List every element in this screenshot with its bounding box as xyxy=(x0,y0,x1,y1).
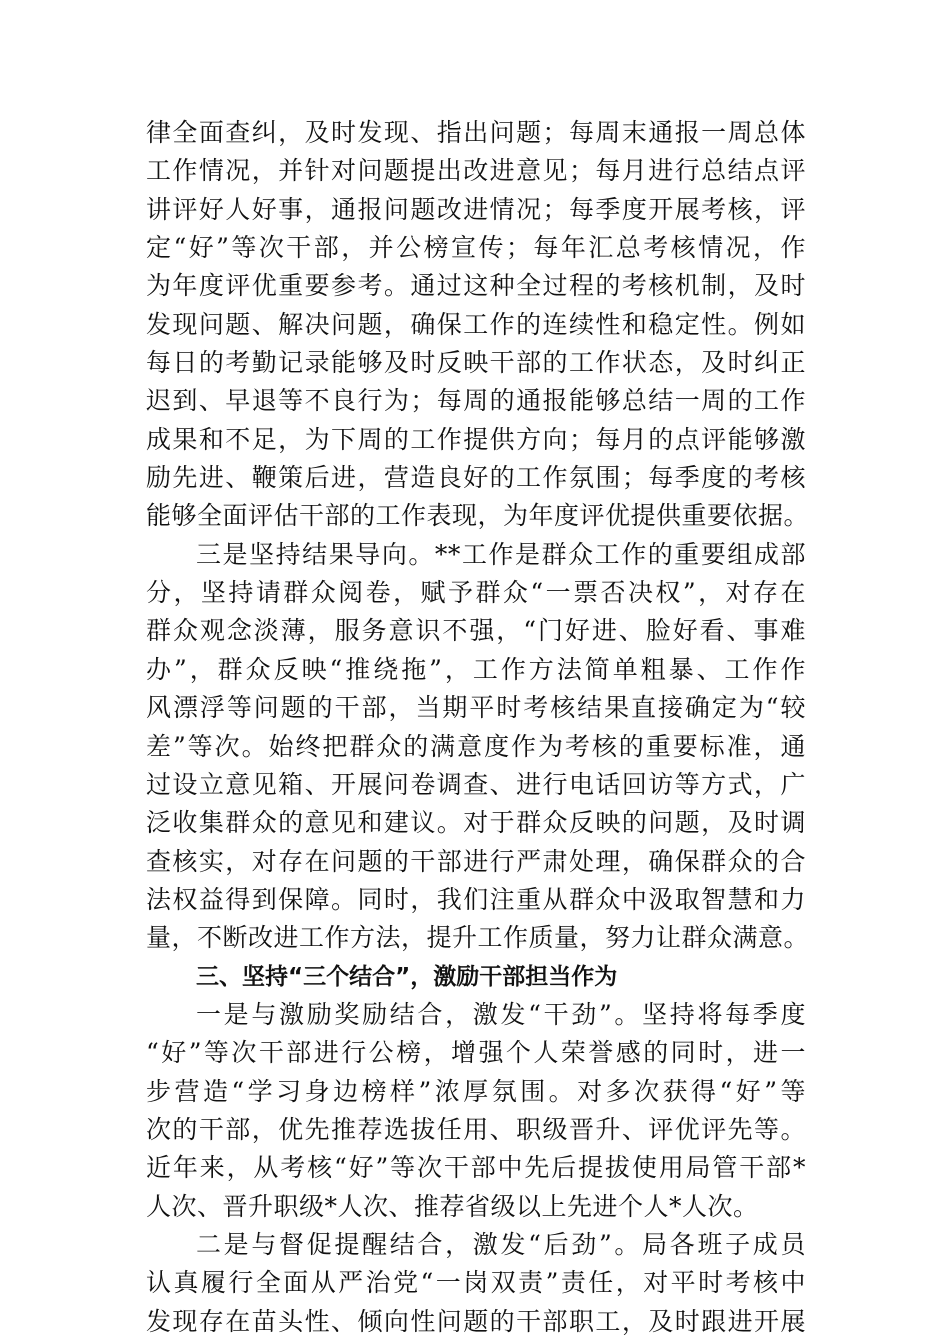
paragraph-2-line: 量，不断改进工作方法，提升工作质量，努力让群众满意。 xyxy=(146,923,810,953)
paragraph-3-line: 步营造“学习身边榜样”浓厚氛围。对多次获得“好”等 xyxy=(146,1076,806,1106)
paragraph-1-line: 能够全面评估干部的工作表现，为年度评优提供重要依据。 xyxy=(146,501,810,531)
paragraph-2-line: 差”等次。始终把群众的满意度作为考核的重要标准，通 xyxy=(146,731,806,761)
paragraph-1-line: 讲评好人好事，通报问题改进情况；每季度开展考核，评 xyxy=(146,194,806,224)
paragraph-3-line: 一是与激励奖励结合，激发“干劲”。坚持将每季度 xyxy=(196,999,806,1029)
paragraph-2-line: 三是坚持结果导向。**工作是群众工作的重要组成部 xyxy=(196,539,806,569)
paragraph-2-line: 查核实，对存在问题的干部进行严肃处理，确保群众的合 xyxy=(146,846,806,876)
paragraph-4-line: 发现存在苗头性、倾向性问题的干部职工，及时跟进开展 xyxy=(146,1306,806,1336)
paragraph-4-line: 二是与督促提醒结合，激发“后劲”。局各班子成员 xyxy=(196,1229,806,1259)
paragraph-2-line: 法权益得到保障。同时，我们注重从群众中汲取智慧和力 xyxy=(146,884,806,914)
paragraph-1-line: 为年度评优重要参考。通过这种全过程的考核机制，及时 xyxy=(146,271,806,301)
paragraph-1-line: 定“好”等次干部，并公榜宣传；每年汇总考核情况，作 xyxy=(146,233,806,263)
paragraph-1-line: 发现问题、解决问题，确保工作的连续性和稳定性。例如 xyxy=(146,309,806,339)
paragraph-1-line: 工作情况，并针对问题提出改进意见；每月进行总结点评 xyxy=(146,156,806,186)
paragraph-4-line: 认真履行全面从严治党“一岗双责”责任，对平时考核中 xyxy=(146,1268,806,1298)
paragraph-3-line: 次的干部，优先推荐选拔任用、职级晋升、评优评先等。 xyxy=(146,1114,806,1144)
section-heading: 三、坚持“三个结合”，激励干部担当作为 xyxy=(196,963,618,990)
document-body xyxy=(146,114,810,1341)
paragraph-1-line: 迟到、早退等不良行为；每周的通报能够总结一周的工作 xyxy=(146,386,806,416)
paragraph-2-line: 风漂浮等问题的干部，当期平时考核结果直接确定为“较 xyxy=(146,693,806,723)
paragraph-2-line: 过设立意见箱、开展问卷调查、进行电话回访等方式，广 xyxy=(146,769,806,799)
paragraph-1-line: 律全面查纠，及时发现、指出问题；每周末通报一周总体 xyxy=(146,118,806,147)
paragraph-1-line: 励先进、鞭策后进，营造良好的工作氛围；每季度的考核 xyxy=(146,463,806,493)
paragraph-2-line: 办”，群众反映“推绕拖”，工作方法简单粗暴、工作作 xyxy=(146,654,806,684)
paragraph-3-line: 人次、晋升职级*人次、推荐省级以上先进个人*人次。 xyxy=(146,1191,759,1221)
paragraph-3-line: “好”等次干部进行公榜，增强个人荣誉感的同时，进一 xyxy=(146,1038,806,1068)
paragraph-2-line: 群众观念淡薄，服务意识不强，“门好进、脸好看、事难 xyxy=(146,616,806,646)
paragraph-1-line: 成果和不足，为下周的工作提供方向；每月的点评能够激 xyxy=(146,424,806,454)
paragraph-2-line: 分，坚持请群众阅卷，赋予群众“一票否决权”，对存在 xyxy=(146,578,806,608)
paragraph-2-line: 泛收集群众的意见和建议。对于群众反映的问题，及时调 xyxy=(146,808,806,838)
paragraph-3-line: 近年来，从考核“好”等次干部中先后提拔使用局管干部* xyxy=(146,1153,806,1183)
paragraph-1-line: 每日的考勤记录能够及时反映干部的工作状态，及时纠正 xyxy=(146,348,806,378)
